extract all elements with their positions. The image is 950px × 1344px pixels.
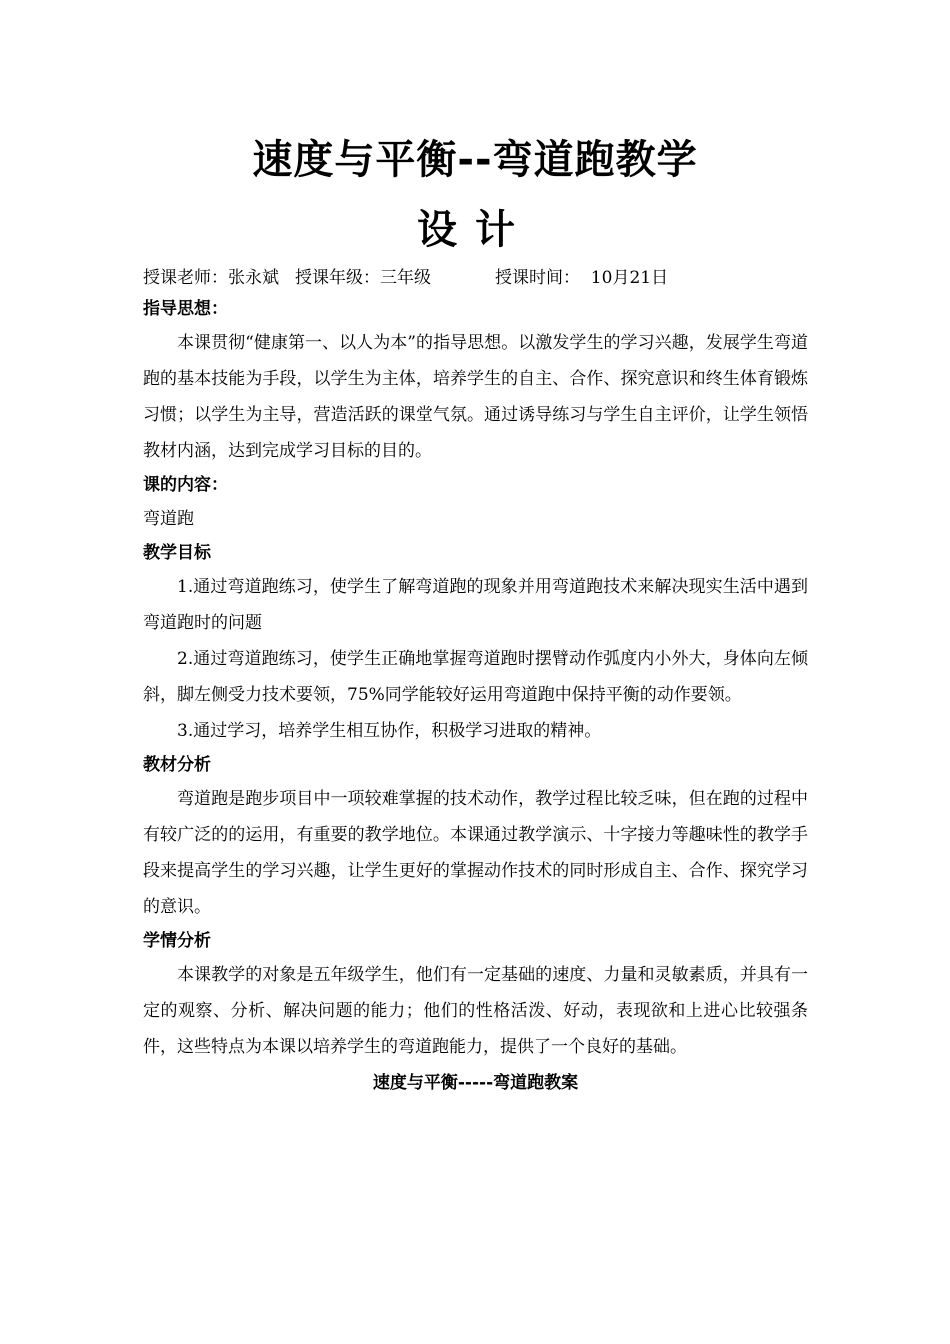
goal-item: 1.通过弯道跑练习，使学生了解弯道跑的现象并用弯道跑技术来解决现实生活中遇到弯道跑时的问题: [143, 577, 808, 633]
content-text: 弯道跑: [143, 509, 194, 529]
guiding-heading: 指导思想：: [143, 299, 228, 319]
document-title-line2: 设计: [417, 207, 533, 253]
lesson-info: [143, 263, 808, 293]
grade-info: 授课年级：三年级: [295, 268, 431, 288]
students-text: 本课教学的对象是五年级学生，他们有一定基础的速度、力量和灵敏素质，并具有一定的观察、分析、解决问题的能力；他们的性格活泼、好动，表现欲和上进心比较强条件，这些特点为本课以培养学生的弯道跑能力，提供了一个良好的基础。: [143, 965, 808, 1057]
time-info: 授课时间： 10月21日: [495, 268, 669, 288]
goals-heading: 教学目标: [143, 543, 211, 563]
teacher-info: 授课老师：张永斌: [143, 268, 279, 288]
lesson-plan-title: 速度与平衡-----弯道跑教案: [372, 1073, 579, 1093]
document-body: [143, 263, 808, 1101]
students-heading: 学情分析: [143, 931, 211, 951]
content-heading: 课的内容：: [143, 475, 228, 495]
material-text: 弯道跑是跑步项目中一项较难掌握的技术动作，教学过程比较乏味，但在跑的过程中有较广泛的的运用，有重要的教学地位。本课通过教学演示、十字接力等趣味性的教学手段来提高学生的学习兴趣，让学生更好的掌握动作技术的同时形成自主、合作、探究学习的意识。: [143, 789, 808, 917]
material-heading: 教材分析: [143, 755, 211, 775]
goal-item: 2.通过弯道跑练习，使学生正确地掌握弯道跑时摆臂动作弧度内小外大，身体向左倾斜，脚左侧受力技术要领，75%同学能较好运用弯道跑中保持平衡的动作要领。: [143, 649, 808, 705]
goal-item: 3.通过学习，培养学生相互协作，积极学习进取的精神。: [177, 721, 602, 741]
guiding-text: 本课贯彻“健康第一、以人为本”的指导思想。以激发学生的学习兴趣，发展学生弯道跑的基本技能为手段，以学生为主体，培养学生的自主、合作、探究意识和终生体育锻炼习惯；以学生为主导，营造活跃的课堂气氛。通过诱导练习与学生自主评价，让学生领悟教材内涵，达到完成学习目标的目的。: [143, 333, 808, 461]
document-title: 速度与平衡--弯道跑教学: [252, 137, 698, 183]
